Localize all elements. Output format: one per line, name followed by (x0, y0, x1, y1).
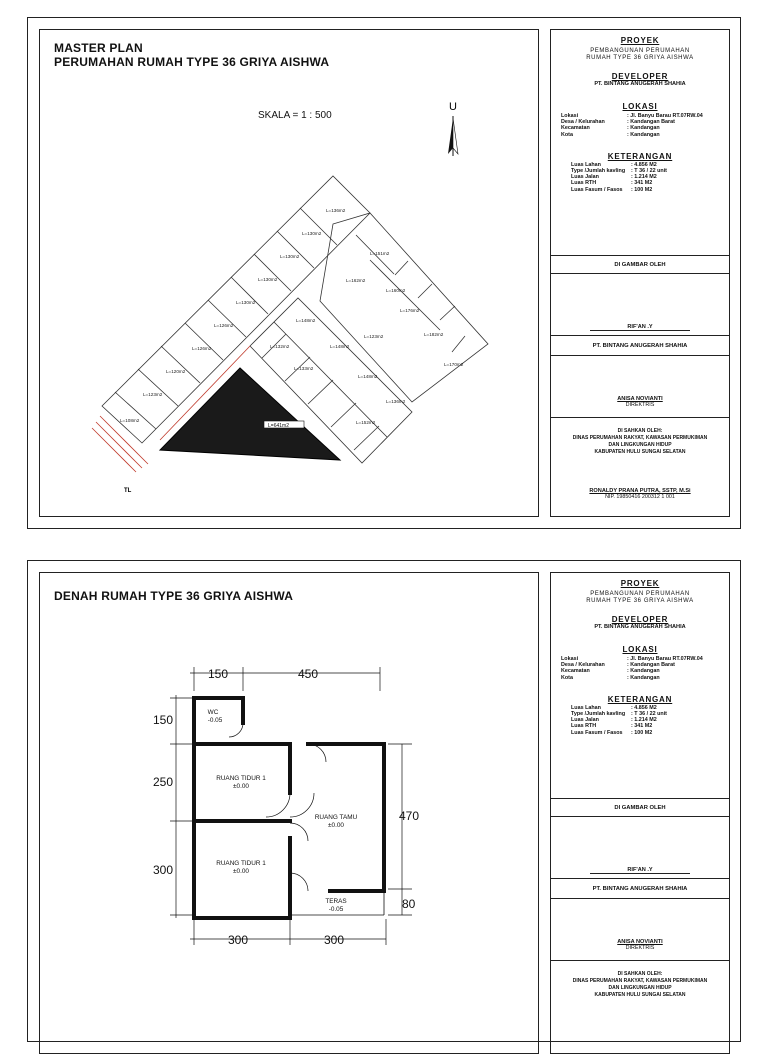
lot-label: L=170m2 (444, 362, 464, 367)
sheet-floor-plan (27, 560, 741, 1042)
keterangan-heading: KETERANGAN (607, 151, 673, 161)
disahkan-line4: KABUPATEN HULU SUNGAI SELATAN (594, 449, 686, 455)
lot-label: L=182m2 (424, 332, 444, 337)
room-living-level: ±0.00 (328, 822, 344, 829)
sheet-master-plan (27, 17, 741, 529)
lokasi-table (551, 654, 729, 681)
lot-label: L=130m2 (258, 277, 278, 282)
dim-right-2: 80 (402, 897, 416, 911)
developer-name: PT. BINTANG ANUGERAH SHAHIA (594, 81, 686, 87)
tb-approval-section (551, 961, 729, 1053)
lokasi-row: Kecamatan : Kandangan (561, 125, 660, 132)
title-block-2 (550, 572, 730, 1054)
lokasi-row: Lokasi : Jl. Banyu Barau RT.07RW.04 (561, 656, 703, 662)
lot-label: L=123m2 (143, 392, 163, 397)
lokasi-heading: LOKASI (622, 645, 658, 654)
tb-director-section (551, 356, 729, 418)
tb-drafter-section (551, 817, 729, 879)
title-block-1 (550, 29, 730, 517)
floor-plan-drawing-area (39, 572, 539, 1054)
keterangan-row: Luas RTH : 341 M2 (571, 723, 653, 730)
tb-director-section (551, 899, 729, 961)
lot-label: L=108m2 (120, 418, 140, 423)
road-label: L=641m2 (268, 423, 289, 429)
proyek-line1: PEMBANGUNAN PERUMAHAN (590, 591, 690, 597)
master-plan-title-line1: MASTER PLAN (54, 41, 143, 55)
tb-project-section (551, 30, 729, 256)
keterangan-table (551, 161, 729, 193)
keterangan-row: Luas Lahan : 4.856 M2 (571, 704, 657, 711)
proyek-line2: RUMAH TYPE 36 GRIYA AISHWA (586, 55, 694, 61)
lot-label: L=133m2 (294, 366, 314, 371)
keterangan-heading: KETERANGAN (607, 694, 673, 704)
lokasi-row: Kecamatan : Kandangan (561, 668, 660, 675)
floor-plan-svg (40, 573, 538, 1043)
north-arrow-icon (448, 101, 458, 156)
lokasi-table (551, 111, 729, 138)
dim-left-3: 300 (153, 863, 174, 877)
dim-right-1: 470 (399, 809, 420, 823)
room-bed1-name: RUANG TIDUR 1 (216, 775, 266, 782)
room-bed1-level: ±0.00 (233, 783, 249, 790)
disahkan-line3: DAN LINGKUNGAN HIDUP (608, 985, 672, 991)
director-name: ANISA NOVIANTI (617, 396, 663, 402)
lot-label: L=148m2 (296, 318, 316, 323)
lot-label: L=152m2 (356, 420, 376, 425)
walls (194, 698, 384, 918)
disahkan-line2: DINAS PERUMAHAN RAKYAT, KAWASAN PERMUKIMAN (572, 978, 708, 984)
lot-label: L=160m2 (386, 288, 406, 293)
disahkan-line3: DAN LINGKUNGAN HIDUP (608, 442, 672, 448)
approver-name: RONALDY PRANA PUTRA, SSTP, M.Si (589, 488, 691, 494)
lot-label: L=130m2 (280, 254, 300, 259)
tb-approval-section (551, 418, 729, 516)
room-labels (208, 709, 358, 913)
lot-label: L=176m2 (400, 308, 420, 313)
disahkan-line4: KABUPATEN HULU SUNGAI SELATAN (594, 992, 686, 998)
room-teras-name: TERAS (325, 898, 347, 905)
dim-top-left: 150 (208, 667, 229, 681)
director-name: ANISA NOVIANTI (617, 939, 663, 945)
dim-bottom-right: 300 (324, 933, 345, 947)
master-plan-title-line2: PERUMAHAN RUMAH TYPE 36 GRIYA AISHWA (54, 55, 330, 69)
road-area (160, 368, 340, 460)
dim-left-2: 250 (153, 775, 174, 789)
director-title: DIREKTRIS (625, 945, 655, 951)
room-living-name: RUANG TAMU (314, 814, 358, 821)
keterangan-row: Luas Lahan : 4.856 M2 (571, 161, 657, 168)
lot-labels (120, 208, 464, 425)
lot-label: L=130m2 (236, 300, 256, 305)
lot-label: L=126m2 (192, 346, 212, 351)
lot-label: L=123m2 (364, 334, 384, 339)
keterangan-row: Type /Jumlah kavling : T 36 / 22 unit (571, 711, 667, 718)
developer-heading: DEVELOPER (611, 72, 669, 81)
lot-label: L=162m2 (346, 278, 366, 283)
proyek-line2: RUMAH TYPE 36 GRIYA AISHWA (586, 598, 694, 604)
room-wc-level: -0.05 (207, 717, 223, 724)
keterangan-row: Luas RTH : 341 M2 (571, 180, 653, 187)
disahkan-line1: DI SAHKAN OLEH: (617, 971, 663, 977)
lokasi-row: Desa / Kelurahan : Kandangan Barat (561, 662, 675, 669)
room-bed2-level: ±0.00 (233, 868, 249, 875)
lot-label: L=148m2 (330, 344, 350, 349)
keterangan-row: Type /Jumlah kavling : T 36 / 22 unit (571, 168, 667, 175)
disahkan-line1: DI SAHKAN OLEH: (617, 428, 663, 434)
proyek-line1: PEMBANGUNAN PERUMAHAN (590, 48, 690, 54)
room-wc-name: WC (207, 709, 219, 716)
lot-label: L=136m2 (386, 399, 406, 404)
lokasi-row: Desa / Kelurahan : Kandangan Barat (561, 119, 675, 126)
developer-heading: DEVELOPER (611, 615, 669, 624)
keterangan-row: Luas Jalan : 1.214 M2 (571, 717, 657, 724)
tb-company: PT. BINTANG ANUGERAH SHAHIA (551, 879, 729, 899)
lot-label: L=120m2 (166, 369, 186, 374)
room-teras-level: -0.05 (328, 906, 344, 913)
keterangan-row: Luas Fasum / Fasos : 100 M2 (571, 729, 653, 736)
master-plan-svg (40, 30, 538, 516)
keterangan-row: Luas Fasum / Fasos : 100 M2 (571, 186, 653, 193)
dim-top-right: 450 (298, 667, 319, 681)
scale-label: SKALA = 1 : 500 (258, 110, 332, 121)
tb-drafter-section (551, 274, 729, 336)
lot-label: L=148m2 (358, 374, 378, 379)
disahkan-line2: DINAS PERUMAHAN RAKYAT, KAWASAN PERMUKIMAN (572, 435, 708, 441)
lokasi-row: Kota : Kandangan (561, 674, 660, 681)
room-bed2-name: RUANG TIDUR 1 (216, 860, 266, 867)
dim-left-1: 150 (153, 713, 174, 727)
approver-nip: NIP. 19850416 200312 1 001 (605, 494, 675, 500)
tb-digambar: DI GAMBAR OLEH (551, 256, 729, 274)
dim-bottom-left: 300 (228, 933, 249, 947)
tb-digambar: DI GAMBAR OLEH (551, 799, 729, 817)
keterangan-row: Luas Jalan : 1.214 M2 (571, 174, 657, 181)
drafter-name: RIF'AN .Y (590, 867, 690, 874)
lot-label: L=132m2 (270, 344, 290, 349)
north-label: U (449, 101, 457, 113)
tl-label: TL (124, 488, 132, 494)
developer-name: PT. BINTANG ANUGERAH SHAHIA (594, 624, 686, 630)
lokasi-row: Lokasi : Jl. Banyu Barau RT.07RW.04 (561, 113, 703, 119)
lot-label: L=130m2 (302, 231, 322, 236)
director-title: DIREKTRIS (625, 402, 655, 408)
lot-label: L=136m2 (326, 208, 346, 213)
lot-label: L=126m2 (214, 323, 234, 328)
proyek-heading: PROYEK (620, 579, 660, 588)
drafter-name: RIF'AN .Y (590, 324, 690, 331)
master-plan-drawing-area (39, 29, 539, 517)
keterangan-table (551, 704, 729, 736)
lokasi-row: Kota : Kandangan (561, 131, 660, 138)
lot-label: L=151m2 (370, 251, 390, 256)
proyek-heading: PROYEK (620, 36, 660, 45)
tb-project-section (551, 573, 729, 799)
floor-plan-title: DENAH RUMAH TYPE 36 GRIYA AISHWA (54, 589, 294, 603)
lokasi-heading: LOKASI (622, 102, 658, 111)
tb-company: PT. BINTANG ANUGERAH SHAHIA (551, 336, 729, 356)
